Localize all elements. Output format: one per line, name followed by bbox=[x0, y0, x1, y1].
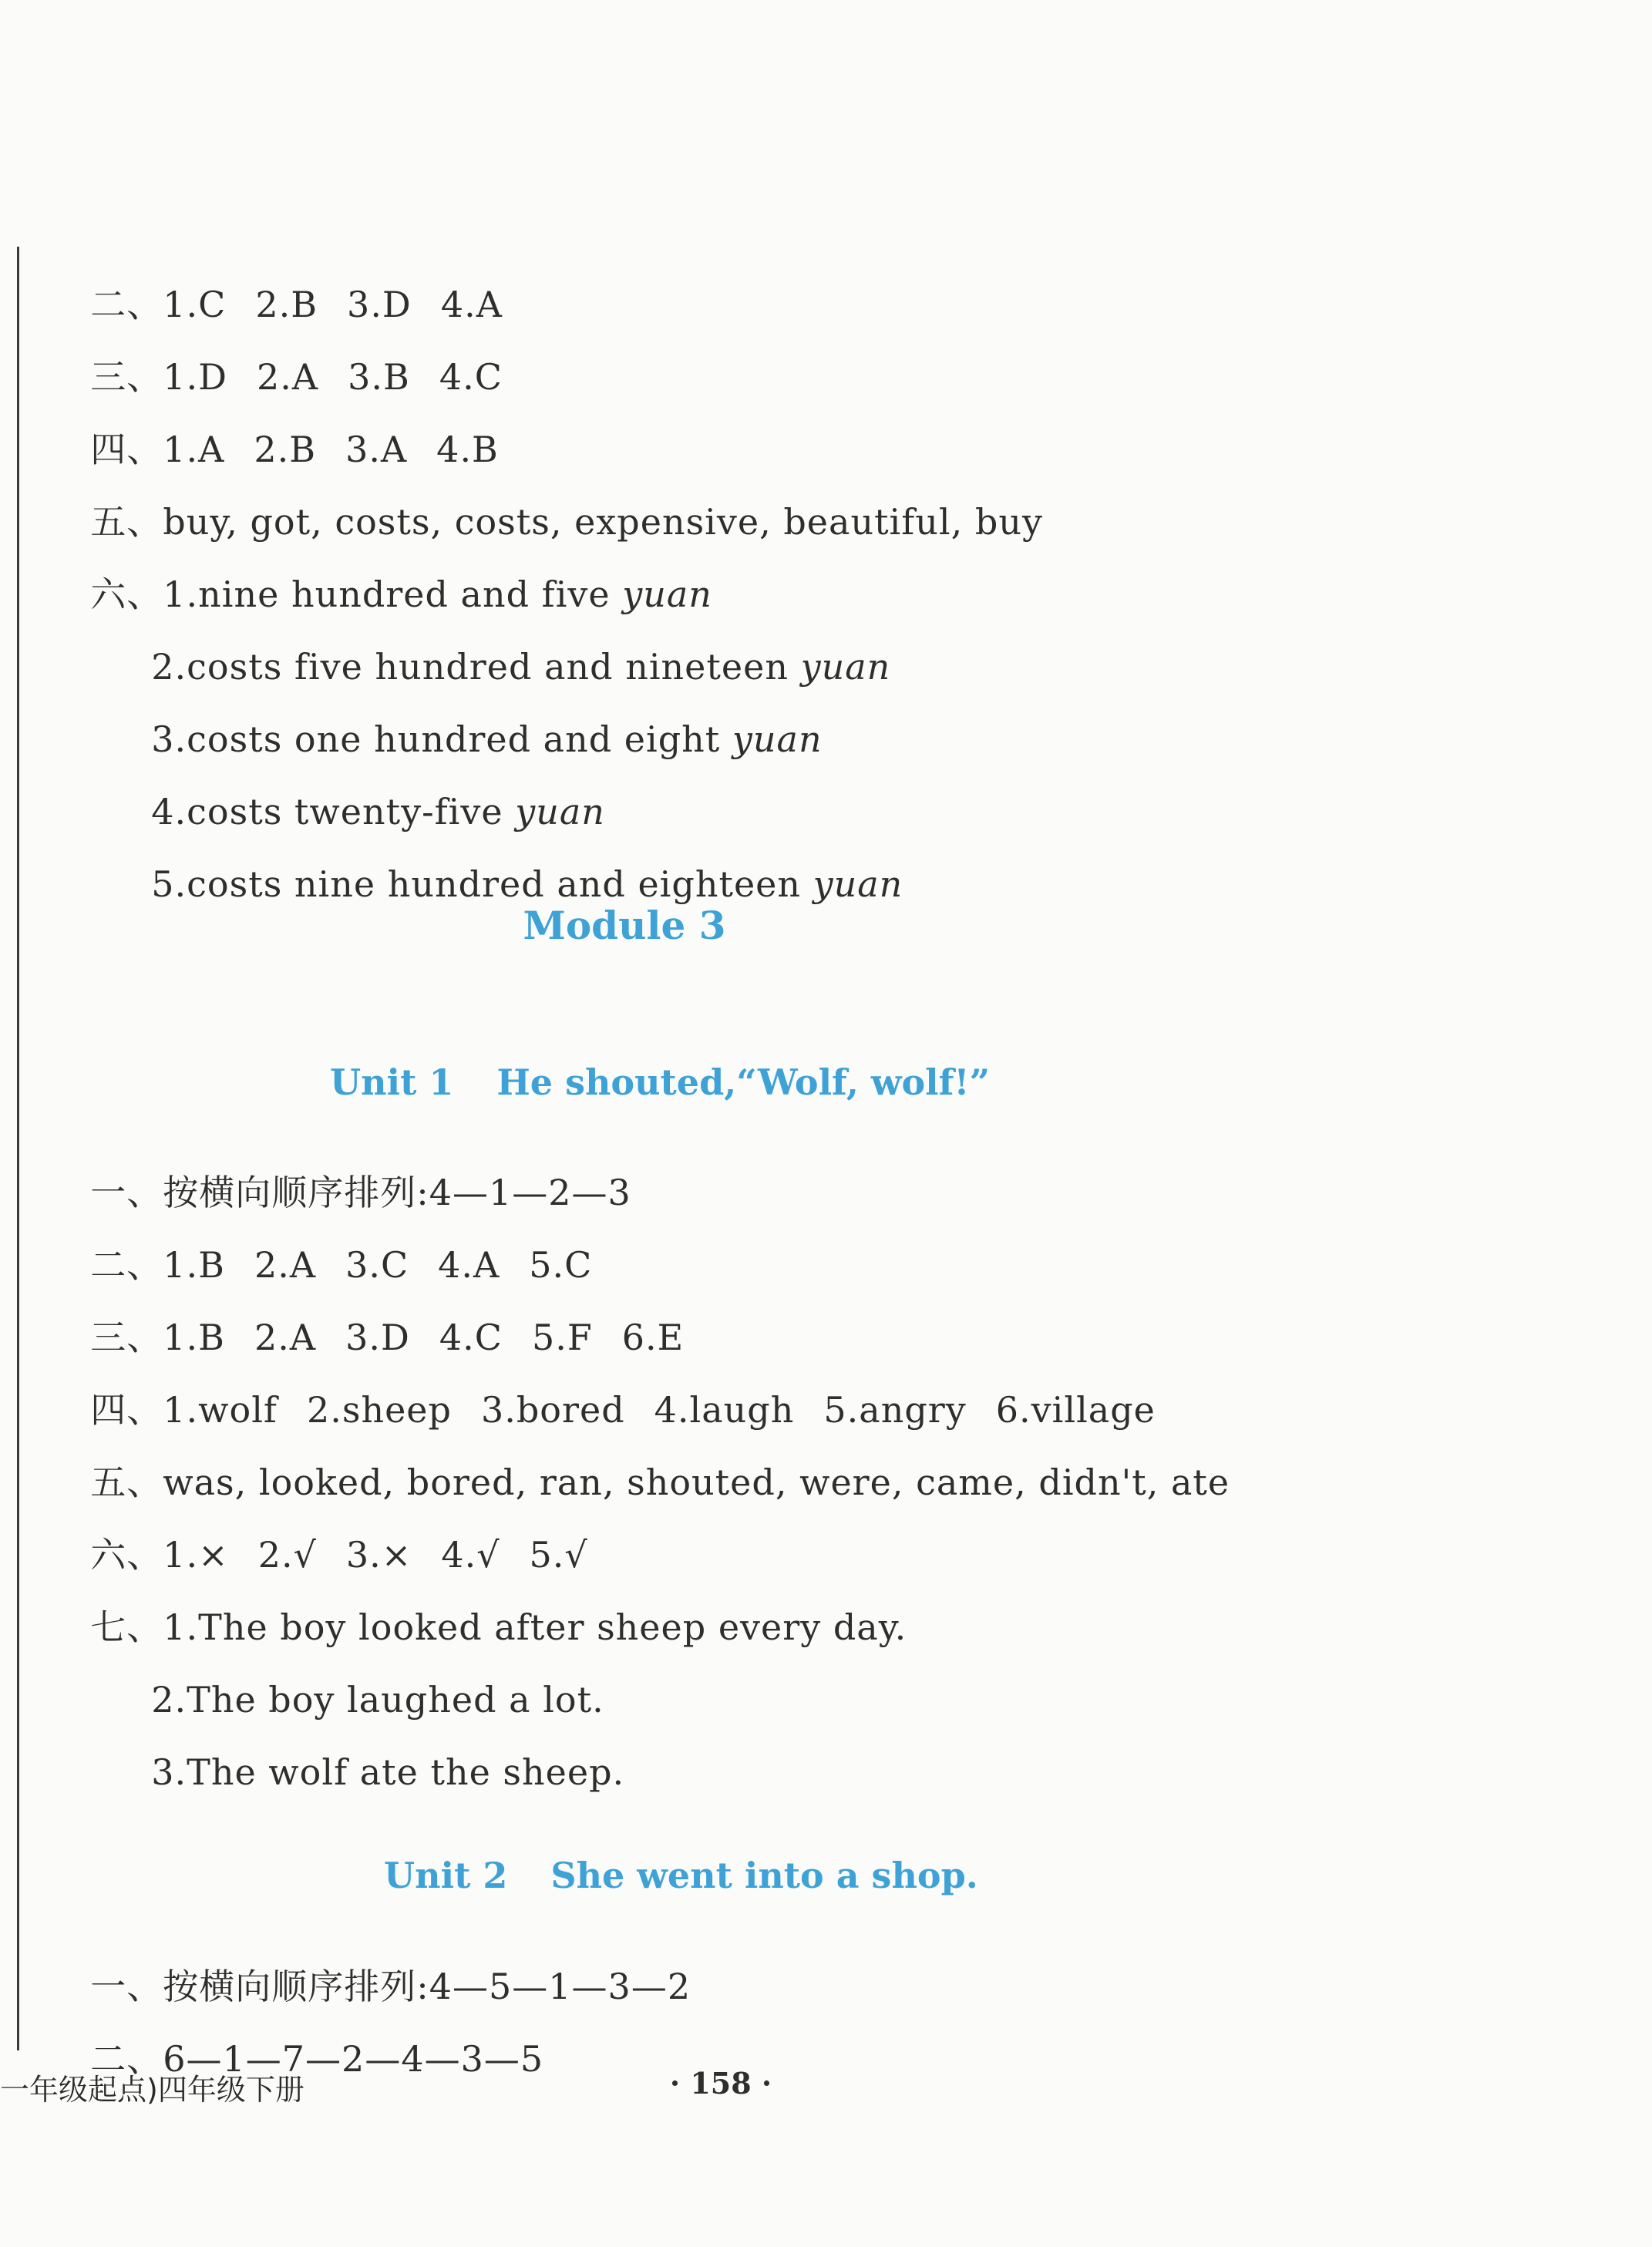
unit1-line-7-item-1 bbox=[66, 1574, 907, 1648]
unit1-line-7-item-2 bbox=[127, 1647, 604, 1721]
answer-line-5 bbox=[66, 469, 1043, 543]
answer: 5.angry bbox=[823, 1389, 967, 1431]
answer: 2.sheep bbox=[306, 1389, 452, 1431]
answer-text: 3.costs one hundred and eight bbox=[151, 718, 732, 760]
answer: 4.B bbox=[436, 429, 499, 470]
answer-line-4 bbox=[66, 396, 499, 470]
answer-text: 1.The boy looked after sheep every day. bbox=[163, 1606, 907, 1648]
answer: 3.C bbox=[345, 1244, 409, 1286]
answer: 1.B bbox=[163, 1244, 225, 1286]
answer: 2.B bbox=[254, 429, 317, 470]
question-number: 六、 bbox=[90, 1534, 163, 1576]
currency-word: yuan bbox=[800, 646, 891, 688]
answer-line-6-item-1 bbox=[66, 541, 712, 615]
answer: 5.√ bbox=[529, 1534, 588, 1576]
unit1-line-6 bbox=[66, 1502, 588, 1576]
answer-text: 6—1—7—2—4—3—5 bbox=[163, 2038, 544, 2080]
unit1-line-5 bbox=[66, 1429, 1230, 1503]
answer-text: buy, got, costs, costs, expensive, beautiful, buy bbox=[163, 501, 1043, 543]
answer-line-2 bbox=[66, 251, 503, 325]
currency-word: yuan bbox=[622, 574, 712, 615]
answer: 6.village bbox=[995, 1389, 1156, 1431]
answer-line-6-item-5 bbox=[127, 831, 903, 905]
answer: 3.bored bbox=[480, 1389, 625, 1431]
unit1-line-4 bbox=[66, 1357, 1156, 1431]
answer: 5.C bbox=[529, 1244, 593, 1286]
answer: 6.E bbox=[621, 1317, 685, 1358]
unit2-line-1 bbox=[66, 1933, 691, 2007]
answer: 2.B bbox=[255, 284, 318, 325]
answer: 4.A bbox=[440, 284, 503, 325]
answer: 3.D bbox=[347, 284, 412, 325]
answer: 3.B bbox=[348, 356, 410, 398]
answer-text: 2.The boy laughed a lot. bbox=[151, 1679, 604, 1721]
question-number: 一、 bbox=[90, 1966, 163, 2007]
answer-line-6-item-2 bbox=[127, 614, 891, 688]
question-number: 五、 bbox=[90, 501, 163, 543]
question-number: 二、 bbox=[90, 1244, 163, 1286]
answer-line-6-item-3 bbox=[127, 686, 823, 760]
answer-text: 1.nine hundred and five bbox=[163, 574, 623, 615]
answer-text: 按横向顺序排列:4—1—2—3 bbox=[163, 1172, 631, 1213]
unit-2-heading bbox=[359, 1822, 978, 1896]
question-number: 四、 bbox=[90, 1389, 163, 1431]
answer-text: 3.The wolf ate the sheep. bbox=[151, 1751, 625, 1793]
answer: 1.D bbox=[163, 356, 228, 398]
unit1-line-7-item-3 bbox=[127, 1719, 625, 1793]
currency-word: yuan bbox=[732, 718, 823, 760]
answer: 2.√ bbox=[257, 1534, 317, 1576]
answer: 2.A bbox=[254, 1317, 317, 1358]
answer: 3.A bbox=[345, 429, 408, 470]
question-number: 一、 bbox=[90, 1172, 163, 1213]
answer: 2.A bbox=[254, 1244, 317, 1286]
unit-label: Unit 2 bbox=[384, 1855, 508, 1896]
answer: 4.laugh bbox=[654, 1389, 795, 1431]
unit1-line-1 bbox=[66, 1139, 631, 1213]
answer: 1.× bbox=[163, 1534, 229, 1576]
question-number: 二、 bbox=[90, 284, 163, 325]
unit-title: He shouted,“Wolf, wolf!” bbox=[496, 1061, 991, 1103]
question-number: 四、 bbox=[90, 429, 163, 470]
answer-line-6-item-4 bbox=[127, 759, 605, 833]
currency-word: yuan bbox=[515, 791, 605, 833]
question-number: 三、 bbox=[90, 356, 163, 398]
module-title: Module 3 bbox=[523, 903, 726, 948]
unit1-line-3 bbox=[66, 1284, 685, 1358]
answer: 1.C bbox=[163, 284, 227, 325]
answer-text: 按横向顺序排列:4—5—1—3—2 bbox=[163, 1966, 691, 2007]
question-number: 二、 bbox=[90, 2038, 163, 2080]
answer: 1.B bbox=[163, 1317, 225, 1358]
answer-text: 5.costs nine hundred and eighteen bbox=[151, 863, 813, 905]
page-number: · 158 · bbox=[669, 2066, 772, 2101]
answer-text: 2.costs five hundred and nineteen bbox=[151, 646, 801, 688]
answer: 1.A bbox=[163, 429, 225, 470]
answer: 4.A bbox=[438, 1244, 500, 1286]
unit-label: Unit 1 bbox=[330, 1061, 454, 1103]
answer: 1.wolf bbox=[163, 1389, 278, 1431]
left-margin-rule bbox=[17, 247, 19, 2050]
answer: 5.F bbox=[531, 1317, 593, 1358]
book-info: 一年级起点)四年级下册 bbox=[0, 2073, 304, 2107]
answer: 3.× bbox=[345, 1534, 412, 1576]
answer: 3.D bbox=[345, 1317, 410, 1358]
question-number: 七、 bbox=[90, 1606, 163, 1648]
answer-line-3 bbox=[66, 324, 503, 398]
answer-text: was, looked, bored, ran, shouted, were, came, didn't, ate bbox=[163, 1462, 1230, 1503]
question-number: 六、 bbox=[90, 574, 163, 615]
unit-title: She went into a shop. bbox=[550, 1855, 978, 1896]
unit1-line-2 bbox=[66, 1212, 593, 1286]
unit-1-heading bbox=[305, 1029, 991, 1103]
answer: 4.C bbox=[439, 1317, 503, 1358]
answer: 4.√ bbox=[441, 1534, 500, 1576]
answer: 2.A bbox=[257, 356, 319, 398]
answer-text: 4.costs twenty-five bbox=[151, 791, 516, 833]
question-number: 五、 bbox=[90, 1462, 163, 1503]
currency-word: yuan bbox=[813, 863, 903, 905]
question-number: 三、 bbox=[90, 1317, 163, 1358]
answer: 4.C bbox=[439, 356, 503, 398]
